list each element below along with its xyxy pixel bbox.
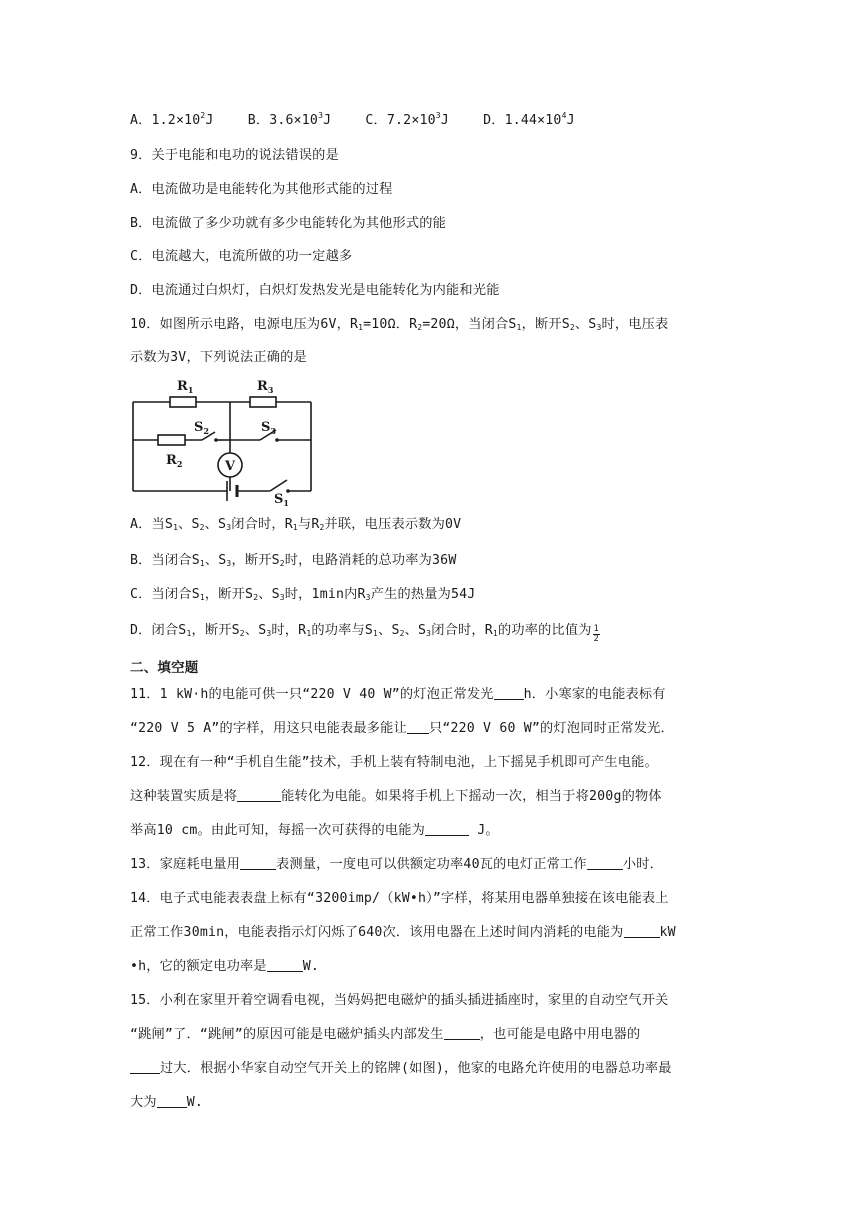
- switch-s1-contact: [286, 489, 290, 493]
- q8-option-c-exponent: 3: [435, 111, 441, 120]
- answer-blank[interactable]: [157, 1094, 187, 1108]
- q8-option-a-unit: J: [205, 113, 214, 128]
- subscript: 1: [373, 629, 379, 638]
- q14-line3: [130, 958, 740, 976]
- q9-option-a: A．电流做功是电能转化为其他形式能的过程: [130, 182, 393, 197]
- subscript: 2: [399, 629, 405, 638]
- resistor-r3: [250, 397, 276, 407]
- subscript: 1: [516, 323, 522, 332]
- subscript: 3: [426, 629, 432, 638]
- q10-d-text: 闭合时，R: [431, 623, 493, 638]
- q8-option-c-unit: J: [440, 113, 449, 128]
- q15-text: ，也可能是电路中用电器的: [479, 1027, 641, 1042]
- switch-s3-contact: [275, 438, 279, 442]
- q15-line3: [130, 1060, 740, 1078]
- q12-line1: 12．现在有一种“手机自生能”技术，手机上装有特制电池，上下摇晃手机即可产生电能。: [130, 755, 658, 770]
- q11-text: 11．1 kW·h的电能可供一只“220 V 40 W”的灯泡正常发光: [130, 687, 494, 702]
- q10-c-text: ，断开S: [204, 587, 254, 602]
- q13-text: 13．家庭耗电量用: [130, 857, 240, 872]
- q8-options-row: [130, 112, 740, 130]
- answer-blank[interactable]: [407, 720, 429, 734]
- q8-option-d: [483, 112, 575, 130]
- answer-blank[interactable]: [587, 856, 623, 870]
- q8-option-a-base: A．1.2×10: [130, 113, 201, 128]
- q9-option-b: B．电流做了多少功就有多少电能转化为其他形式的能: [130, 216, 447, 231]
- q11-text: h．小寒家的电能表标有: [523, 687, 666, 702]
- q14-line2: [130, 924, 740, 942]
- q9-stem: 9．关于电能和电功的说法错误的是: [130, 148, 339, 163]
- q11-line2: [130, 720, 740, 738]
- subscript: 1: [292, 523, 298, 532]
- label-voltmeter: V: [225, 459, 236, 474]
- q10-text: 时，电压表: [601, 317, 669, 332]
- q8-option-b-exponent: 3: [318, 111, 324, 120]
- q9-option-c: C．电流越大，电流所做的功一定越多: [130, 249, 353, 264]
- q10-text: 、S: [574, 317, 597, 332]
- q10-a-text: A．当S: [130, 517, 174, 532]
- answer-blank[interactable]: [130, 1060, 160, 1074]
- q14-text: kW: [659, 925, 676, 940]
- q15-text: 大为: [130, 1095, 157, 1110]
- q12-line3: [130, 822, 740, 840]
- q11-text: 只“220 V 60 W”的灯泡同时正常发光．: [428, 721, 674, 736]
- q8-option-b-base: B．3.6×10: [247, 113, 319, 128]
- q10-d-text: D．闭合S: [130, 623, 187, 638]
- q10-c-text: C．当闭合S: [130, 587, 200, 602]
- q10-b-text: B．当闭合S: [130, 553, 200, 568]
- q8-option-d-exponent: 4: [561, 111, 567, 120]
- answer-blank[interactable]: [494, 686, 524, 700]
- switch-s1-blade: [270, 480, 287, 491]
- subscript: 2: [569, 323, 575, 332]
- q9-option-d: D．电流通过白炽灯，白炽灯发热发光是电能转化为内能和光能: [130, 283, 500, 298]
- answer-blank[interactable]: [240, 856, 276, 870]
- q10-d-text: 、S: [378, 623, 400, 638]
- subscript: 2: [199, 523, 205, 532]
- q10-d-text: 的功率与S: [311, 623, 374, 638]
- q10-b-text: 时，电路消耗的总功率为36W: [284, 553, 457, 568]
- subscript: 3: [266, 629, 272, 638]
- answer-blank[interactable]: [624, 924, 660, 938]
- subscript: 3: [279, 593, 285, 602]
- q13-text: 小时．: [622, 857, 663, 872]
- answer-blank[interactable]: [444, 1026, 480, 1040]
- q14-text: 正常工作30min，电能表指示灯闪烁了640次．该用电器在上述时间内消耗的电能为: [130, 925, 624, 940]
- q15-text: W.: [186, 1095, 204, 1110]
- label-r3: $R_3$: [257, 379, 274, 395]
- resistor-r1: [170, 397, 196, 407]
- q12-text: 举高10 cm。由此可知，每摇一次可获得的电能为: [130, 823, 426, 838]
- q10-c-text: 产生的热量为54J: [370, 587, 476, 602]
- q10-text: =20Ω，当闭合S: [422, 317, 517, 332]
- q12-text: 这种装置实质是将: [130, 789, 238, 804]
- subscript: 2: [319, 523, 325, 532]
- q10-option-a: [130, 516, 740, 534]
- subscript: 1: [186, 629, 192, 638]
- q10-text: =10Ω．R: [363, 317, 418, 332]
- q10-stem-line1: [130, 316, 740, 334]
- q11-line1: [130, 686, 740, 704]
- q10-option-d: [130, 622, 740, 644]
- answer-blank[interactable]: [425, 822, 469, 836]
- subscript: 1: [199, 593, 205, 602]
- q10-option-b: [130, 552, 740, 570]
- subscript: 1: [358, 323, 364, 332]
- q8-option-a: [130, 112, 214, 130]
- q15-text: “跳闸”了．“跳闸”的原因可能是电磁炉插头内部发生: [130, 1027, 444, 1042]
- fraction-denominator: 2: [593, 634, 599, 644]
- q8-option-a-exponent: 2: [200, 111, 206, 120]
- subscript: 1: [306, 629, 312, 638]
- subscript: 1: [173, 523, 179, 532]
- q10-a-text: 并联，电压表示数为0V: [324, 517, 462, 532]
- q10-a-text: 、S: [204, 517, 227, 532]
- circuit-diagram: [130, 370, 315, 508]
- label-r1: $R_1$: [177, 379, 194, 395]
- subscript: 2: [417, 323, 423, 332]
- switch-s2-contact: [214, 438, 218, 442]
- q8-option-b-unit: J: [323, 113, 332, 128]
- q10-d-text: 时，R: [271, 623, 307, 638]
- q10-a-text: 与R: [297, 517, 320, 532]
- q10-d-text: 、S: [404, 623, 427, 638]
- section-heading-fill-in: 二、填空题: [130, 660, 199, 676]
- subscript: 3: [226, 559, 232, 568]
- q13-text: 表测量，一度电可以供额定功率40瓦的电灯正常工作: [276, 857, 587, 872]
- q14-line1: 14．电子式电能表表盘上标有“3200imp/（kW•h）”字样，将某用电器单独接在该电能表上: [130, 891, 669, 906]
- q10-c-text: 、S: [258, 587, 280, 602]
- q8-option-c: [365, 112, 449, 130]
- q12-text: 能转化为电能。如果将手机上下摇动一次，相当于将200g的物体: [281, 789, 662, 804]
- q15-line2: [130, 1026, 740, 1044]
- q10-d-text: ，断开S: [191, 623, 240, 638]
- q10-d-text: 、S: [244, 623, 267, 638]
- q10-text: 10．如图所示电路，电源电压为6V，R: [130, 317, 359, 332]
- q10-d-text: 的功率的比值为: [497, 623, 592, 638]
- q10-a-text: 、S: [178, 517, 200, 532]
- subscript: 2: [279, 559, 285, 568]
- q15-line4: [130, 1094, 740, 1112]
- q14-text: W.: [302, 959, 320, 974]
- q8-option-d-base: D．1.44×10: [483, 113, 562, 128]
- answer-blank[interactable]: [267, 958, 303, 972]
- fraction-numerator: 1: [593, 624, 599, 634]
- subscript: 3: [365, 593, 371, 602]
- q11-text: “220 V 5 A”的字样，用这只电能表最多能让: [130, 721, 407, 736]
- q10-b-text: 、S: [204, 553, 227, 568]
- subscript: 2: [239, 629, 245, 638]
- q10-a-text: 闭合时，R: [231, 517, 293, 532]
- fraction-one-half: [593, 625, 600, 644]
- label-s3: $S_3$: [261, 420, 276, 436]
- subscript: 3: [226, 523, 232, 532]
- q12-text: J。: [469, 823, 499, 838]
- subscript: 1: [492, 629, 498, 638]
- label-s1: $S_1$: [274, 492, 289, 508]
- subscript: 1: [199, 559, 205, 568]
- q10-b-text: ，断开S: [231, 553, 280, 568]
- q8-option-b: [248, 112, 332, 130]
- q10-option-c: [130, 586, 740, 604]
- q8-option-c-base: C．7.2×10: [365, 113, 436, 128]
- q10-stem-line2: 示数为3V，下列说法正确的是: [130, 350, 307, 365]
- label-r2: $R_2$: [166, 453, 183, 469]
- q8-option-d-unit: J: [566, 113, 575, 128]
- answer-blank[interactable]: [237, 788, 281, 802]
- q14-text: •h，它的额定电功率是: [130, 959, 267, 974]
- q15-line1: 15．小利在家里开着空调看电视，当妈妈把电磁炉的插头插进插座时，家里的自动空气开关: [130, 993, 669, 1008]
- q12-line2: [130, 788, 740, 806]
- q10-c-text: 时，1min内R: [284, 587, 366, 602]
- subscript: 3: [596, 323, 602, 332]
- resistor-r2: [158, 435, 185, 445]
- subscript: 2: [253, 593, 259, 602]
- q10-text: ，断开S: [521, 317, 570, 332]
- q13-line1: [130, 856, 740, 874]
- q15-text: 过大．根据小华家自动空气开关上的铭牌(如图)，他家的电路允许使用的电器总功率最: [160, 1061, 672, 1076]
- label-s2: $S_2$: [194, 420, 209, 436]
